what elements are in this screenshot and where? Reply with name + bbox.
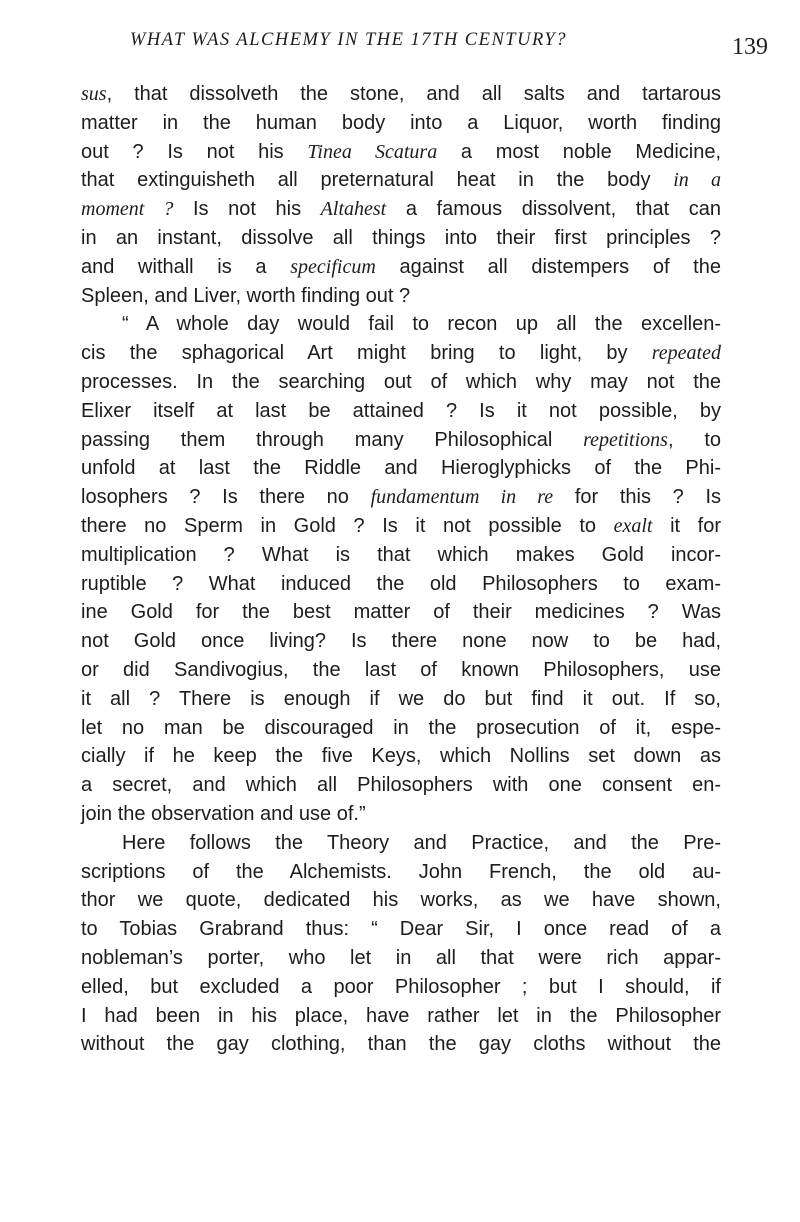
text-line (81, 397, 721, 426)
italic-text: moment ? (81, 198, 174, 221)
text-run: for this ? Is (553, 486, 722, 509)
text-line (81, 224, 721, 253)
italic-text: exalt (613, 514, 653, 537)
italic-text: in a (673, 169, 721, 192)
text-line (81, 771, 721, 800)
text-line (81, 627, 721, 656)
text-run: scriptions of the Alchemists. John French, the old au- (81, 860, 721, 883)
text-line (81, 483, 721, 512)
text-line (81, 282, 721, 311)
text-line (81, 166, 721, 195)
text-line (81, 426, 721, 455)
text-run: Elixer itself at last be attained ? Is it not possible, by (81, 399, 721, 422)
text-line (81, 368, 721, 397)
text-run: passing them through many Philosophical (81, 428, 584, 451)
text-run: Is not his (173, 198, 321, 221)
text-line (81, 80, 721, 109)
text-run: a secret, and which all Philosophers with one consent en- (81, 774, 721, 797)
italic-text: Altahest (320, 198, 387, 221)
text-line (81, 886, 721, 915)
text-run: cially if he keep the five Keys, which Nollins set down as (81, 745, 721, 768)
text-run: I had been in his place, have rather let in the Philosopher (81, 1004, 721, 1027)
text-line (81, 109, 721, 138)
text-line (81, 195, 721, 224)
text-run: Spleen, and Liver, worth finding out ? (81, 284, 411, 307)
text-run: that extinguisheth all preternatural heat in the body (81, 169, 674, 192)
text-line (81, 656, 721, 685)
text-line (81, 570, 721, 599)
text-run: against all distempers of the (375, 255, 721, 278)
text-run: to Tobias Grabrand thus: “ Dear Sir, I once read of a (81, 918, 721, 941)
text-run: thor we quote, dedicated his works, as we have shown, (81, 889, 721, 912)
text-run: cis the sphagorical Art might bring to light, by (81, 342, 652, 365)
text-line (81, 253, 721, 282)
text-run: or did Sandivogius, the last of known Philosophers, use (81, 658, 721, 681)
text-line (81, 512, 721, 541)
text-run: join the observation and use of.” (81, 802, 366, 825)
page-number: 139 (732, 34, 768, 60)
text-line (81, 1002, 721, 1031)
text-run: processes. In the searching out of which why may not the (81, 370, 721, 393)
body-text (81, 80, 721, 1059)
text-line (81, 742, 721, 771)
text-run: and withall is a (81, 255, 291, 278)
text-run: “ A whole day would fail to recon up all the excellen- (122, 313, 721, 336)
text-line (81, 454, 721, 483)
text-run: in an instant, dissolve all things into their first principles ? (81, 226, 721, 249)
text-run: elled, but excluded a poor Philosopher ; but I should, if (81, 975, 721, 998)
text-run: matter in the human body into a Liquor, worth finding (81, 111, 721, 134)
running-title: WHAT WAS ALCHEMY IN THE 17TH CENTURY? (130, 30, 567, 50)
text-line (81, 310, 721, 339)
text-run: Here follows the Theory and Practice, and the Pre- (122, 831, 721, 854)
text-run: it for (652, 514, 722, 537)
text-line (81, 973, 721, 1002)
italic-text: specificum (290, 255, 376, 278)
italic-text: fundamentum in re (370, 486, 554, 509)
italic-text: repeated (651, 342, 721, 365)
text-run: nobleman’s porter, who let in all that were rich appar- (81, 946, 721, 969)
text-run: out ? Is not his (81, 140, 308, 163)
text-line (81, 944, 721, 973)
text-run: without the gay clothing, than the gay cloths without the (81, 1033, 721, 1056)
text-run: , that dissolveth the stone, and all salts and tartarous (106, 83, 721, 105)
text-line (81, 829, 721, 858)
text-run: losophers ? Is there no (81, 486, 371, 509)
text-line (81, 339, 721, 368)
text-run: a most noble Medicine, (437, 140, 722, 163)
text-run: it all ? There is enough if we do but find it out. If so, (81, 687, 721, 710)
text-line (81, 858, 721, 887)
text-run: let no man be discouraged in the prosecution of it, espe- (81, 716, 721, 739)
text-run: multiplication ? What is that which makes Gold incor- (81, 543, 721, 566)
text-run: there no Sperm in Gold ? Is it not possible to (81, 514, 614, 537)
text-run: , to (667, 428, 721, 451)
text-line (81, 541, 721, 570)
text-line (81, 138, 721, 167)
italic-text: sus (81, 83, 107, 105)
text-line (81, 800, 721, 829)
italic-text: Tinea Scatura (307, 140, 438, 163)
text-line (81, 915, 721, 944)
text-line (81, 1030, 721, 1059)
text-run: ine Gold for the best matter of their medicines ? Was (81, 601, 721, 624)
text-run: not Gold once living? Is there none now to be had, (81, 630, 721, 653)
text-line (81, 685, 721, 714)
text-line (81, 598, 721, 627)
text-line (81, 714, 721, 743)
italic-text: repetitions (583, 428, 668, 451)
text-run: a famous dissolvent, that can (386, 198, 721, 221)
text-run: ruptible ? What induced the old Philosophers to exam- (81, 572, 721, 595)
text-run: unfold at last the Riddle and Hieroglyphicks of the Phi- (81, 457, 721, 480)
